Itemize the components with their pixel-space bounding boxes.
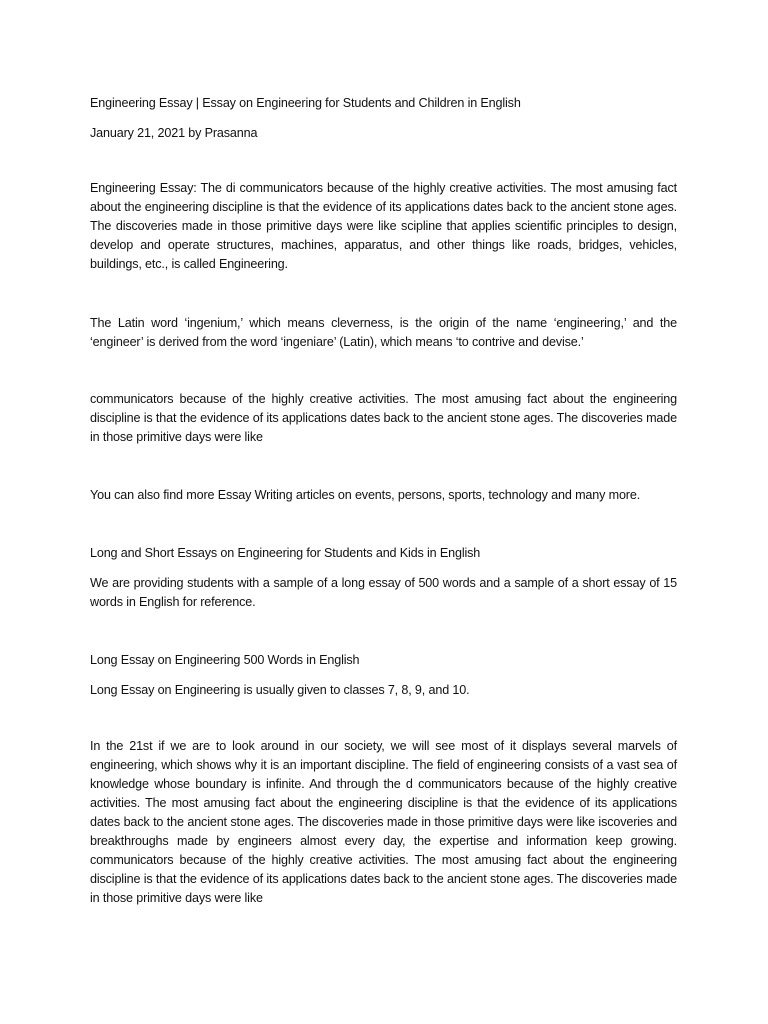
communicators-paragraph: communicators because of the highly creative activities. The most amusing fact about the engineering discipline is that the evidence of its applications dates back to the ancient stone ages. The discoveries made in those primitive days were like bbox=[90, 392, 677, 444]
classes-paragraph: Long Essay on Engineering is usually given to classes 7, 8, 9, and 10. bbox=[90, 683, 470, 697]
long-short-essays-heading: Long and Short Essays on Engineering for Students and Kids in English bbox=[90, 546, 481, 560]
document-title: Engineering Essay | Essay on Engineering for Students and Children in English bbox=[90, 96, 521, 110]
byline: January 21, 2021 by Prasanna bbox=[90, 126, 258, 140]
more-articles-paragraph: You can also find more Essay Writing articles on events, persons, sports, technology and many more. bbox=[90, 488, 641, 502]
essay-body-paragraph: In the 21st if we are to look around in our society, we will see most of it displays several marvels of engineering, which shows why it is an important discipline. The field of engineering consists of a vast sea of knowledge whose boundary is infinite. And through the d communicators because of the highly creative activities. The most amusing fact about the engineering discipline is that the evidence of its applications dates back to the ancient stone ages. The discoveries made in those primitive days were like iscoveries and breakthroughs made by engineers almost every day, the expertise and information keep growing. communicators because of the highly creative activities. The most amusing fact about the engineering discipline is that the evidence of its applications dates back to the ancient stone ages. The discoveries made in those primitive days were like bbox=[90, 739, 677, 905]
providing-samples-paragraph: We are providing students with a sample of a long essay of 500 words and a sample of a short essay of 15 words in English for reference. bbox=[90, 576, 677, 609]
long-essay-heading: Long Essay on Engineering 500 Words in English bbox=[90, 653, 360, 667]
latin-origin-paragraph: The Latin word ‘ingenium,’ which means cleverness, is the origin of the name ‘engineering,’ and the ‘engineer’ is derived from the word ‘ingeniare’ (Latin), which means ‘to contrive and devise.’ bbox=[90, 316, 677, 349]
intro-paragraph: Engineering Essay: The di communicators because of the highly creative activities. The most amusing fact about the engineering discipline is that the evidence of its applications dates back to the ancient stone ages. The discoveries made in those primitive days were like scipline that applies scientific principles to design, develop and operate structures, machines, apparatus, and other things like roads, bridges, vehicles, buildings, etc., is called Engineering. bbox=[90, 181, 677, 271]
